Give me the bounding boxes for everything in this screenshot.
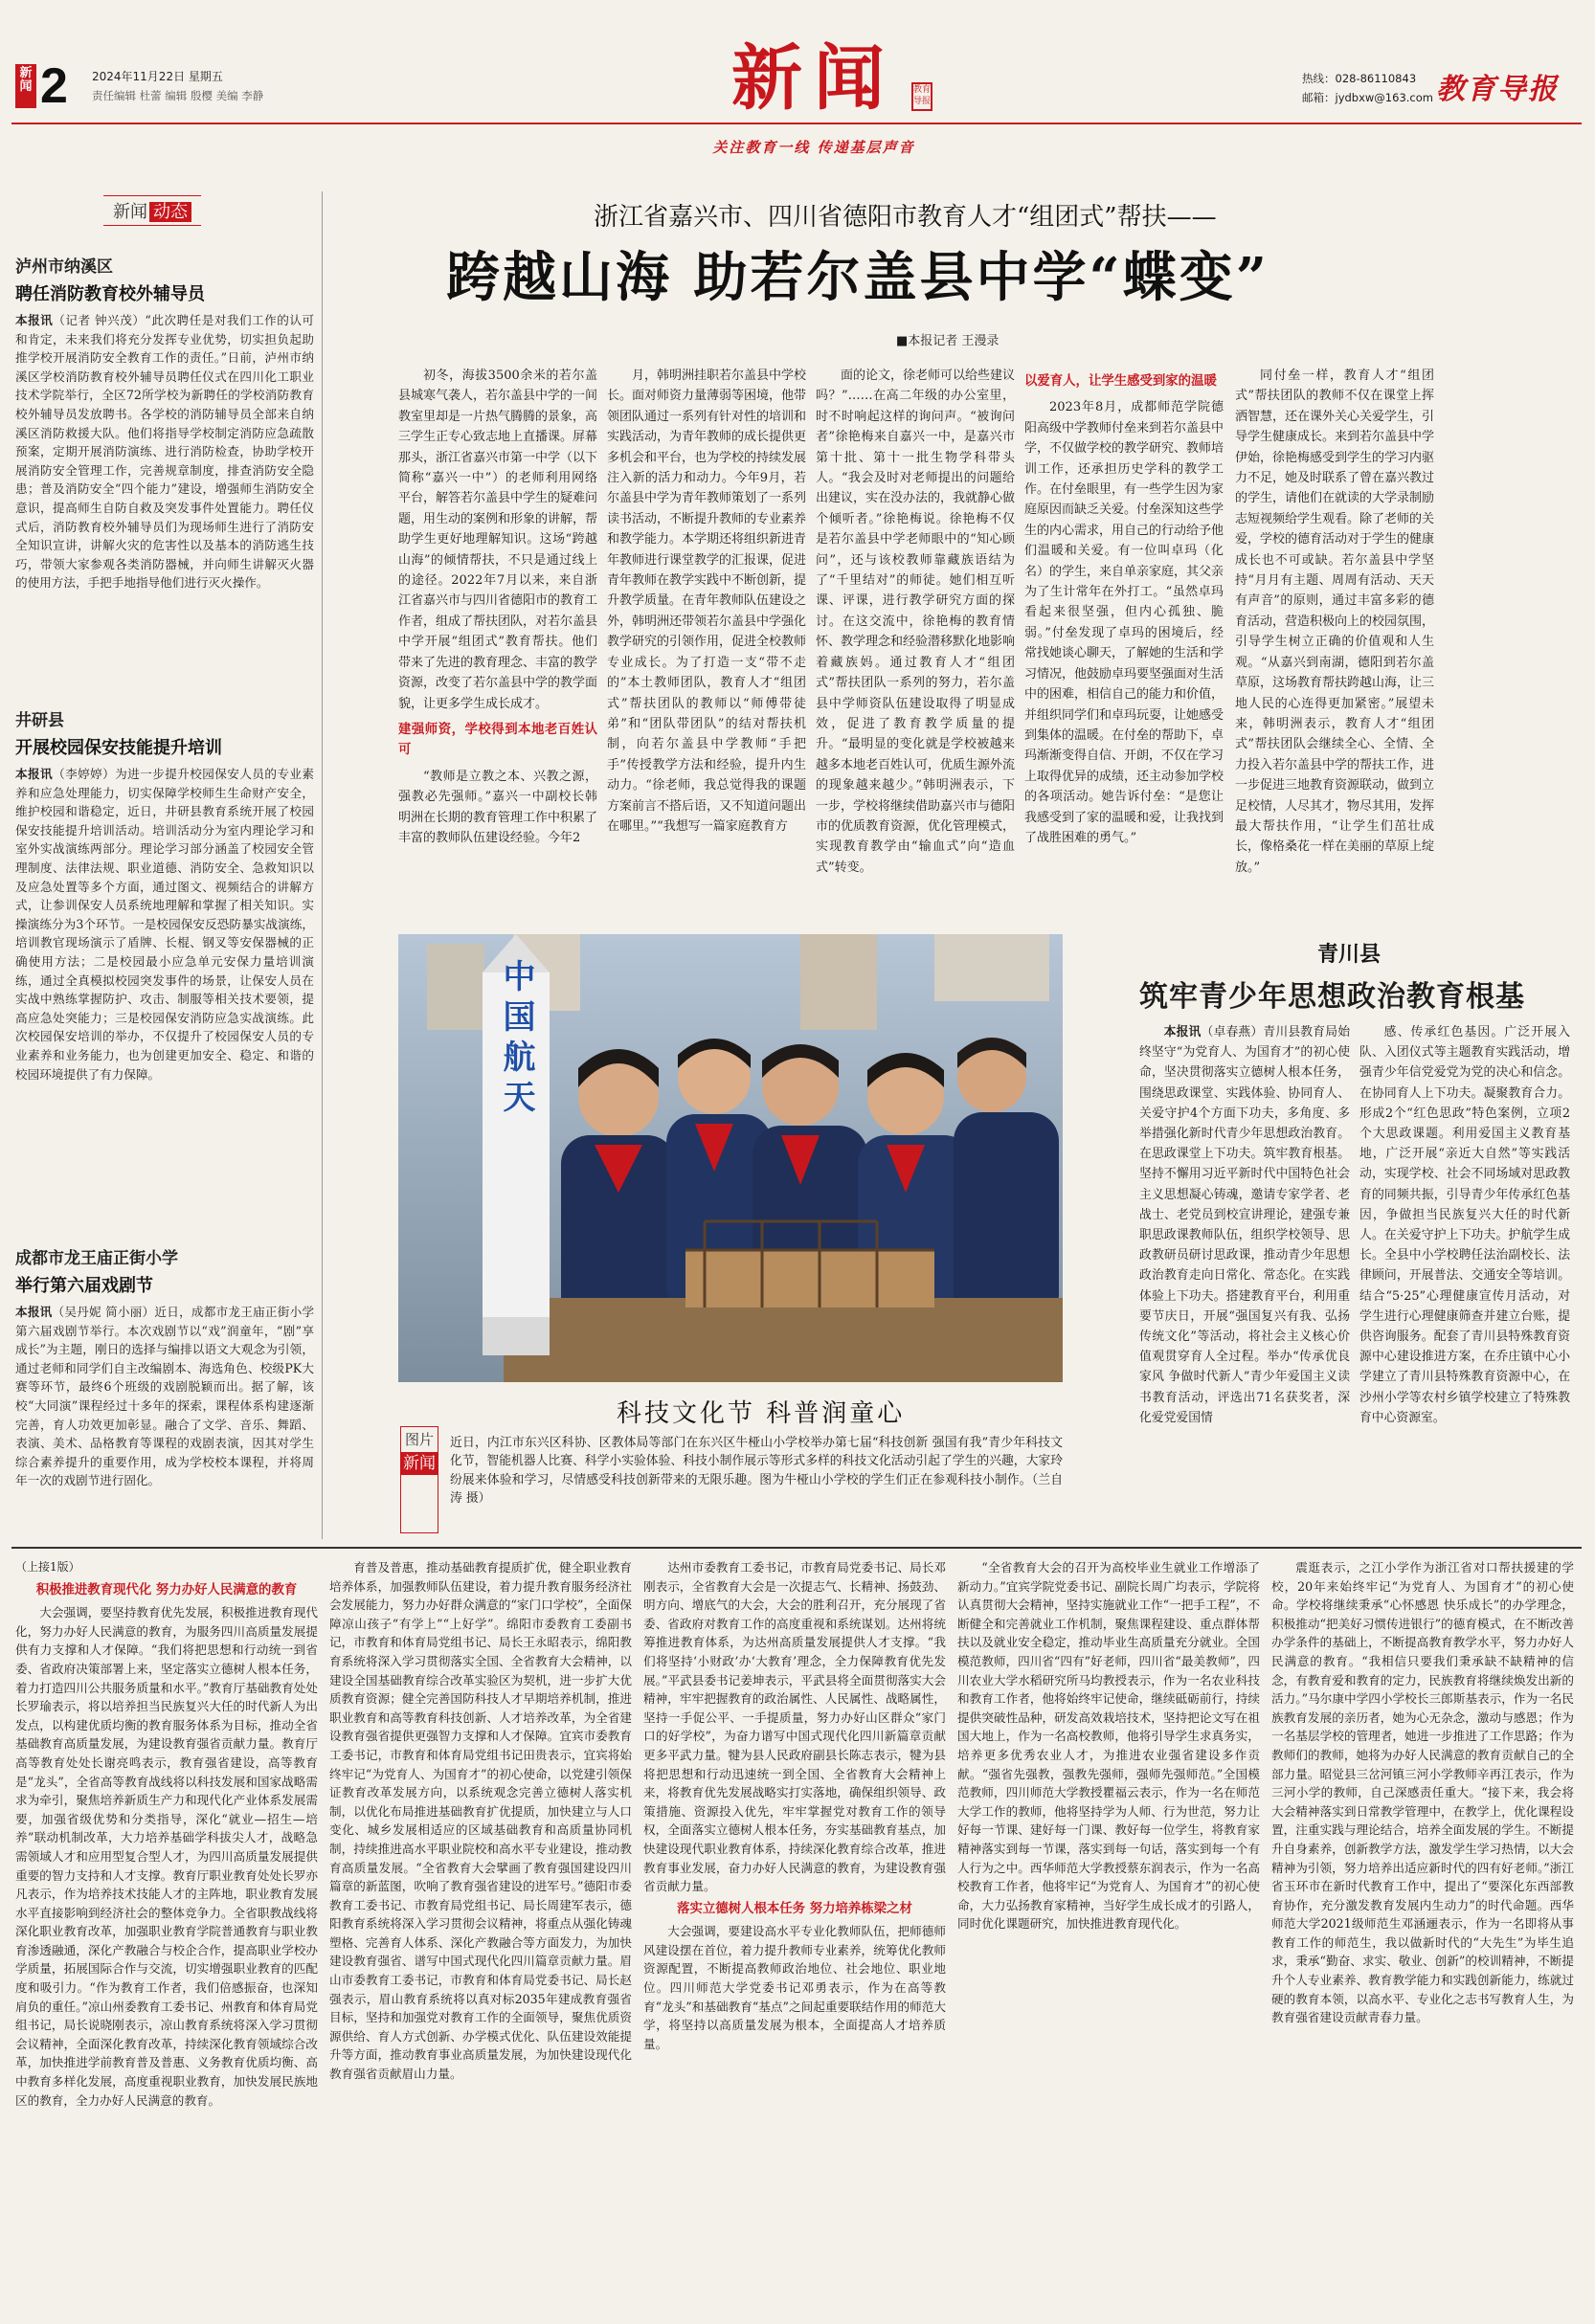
lead-column-1: 初冬，海拔3500余米的若尔盖县城寒气袭人，若尔盖县中学的一间教室里却是一片热气腾腾的景象，高三学生正专心致志地上直播课。屏幕那头，浙江省嘉兴市第一中学（以下简称“嘉兴一中”）的老师利用网络平台，解答若尔盖县中学生的疑难问题，用生动的案例和形象的讲解，帮助学生更好地理解知识。这场“跨越山海”的倾情帮扶，不只是通过线上的途径。2022年7月以来，来自浙江省嘉兴市与四川省德阳市的教育工作者，组成了帮扶团队，对若尔盖县中学开展“组团式”教育帮扶。他们带来了先进的教育理念、丰富的教学资源，改变了若尔盖县中学的教学面貌，让更多学生成长成才。 建强师资，学校得到本地老百姓认可 “教师是立教之本、兴教之源，强教必先强师。”嘉兴一中副校长韩明洲在长期的教育管理工作中积累了丰富的教师队伍建设经验。今年2 bbox=[398, 369, 597, 845]
hotline: 热线：028-86110843 bbox=[1302, 72, 1417, 85]
lead-byline: ■本报记者 王漫录 bbox=[896, 334, 1000, 348]
photo-news-tag: 图片 新闻 bbox=[400, 1426, 438, 1533]
lead-column-4: 以爱育人，让学生感受到家的温暖 2023年8月，成都师范学院德阳高级中学教师付垒来到若尔盖县中学，不仅做学校的教学研究、教师培训工作，还承担历史学科的教学工作。在付垒眼里，有一些学生因为家庭原因而缺乏关爱。付垒深知这些学生的内心需求，用自己的行动给予他们温暖和关爱。有一位叫卓玛（化名）的学生，来自单亲家庭，其父亲为了生计常年在外打工。“虽然卓玛看起来很坚强，但内心孤独、脆弱。”付垒发现了卓玛的困境后，经常找她谈心聊天，了解她的生活和学习情况，他鼓励卓玛要坚强面对生活中的困难，相信自己的能力和价值，并组织同学们和卓玛玩耍，让她感受到集体的温暖。在付垒的帮助下，卓玛渐渐变得自信、开朗，不仅在学习上取得优异的成绩，还主动参加学校的各项活动。她告诉付垒：“是您让我感受到了家的温暖和爱，让我找到了战胜困难的勇气。” bbox=[1024, 373, 1224, 845]
rocket-label: 中国航天 bbox=[497, 959, 535, 1120]
newspaper-brand: 教育导报 bbox=[1436, 73, 1559, 106]
continued-column-3: 达州市委教育工委书记，市教育局党委书记、局长邓刚表示，全省教育大会是一次提志气、长精神、扬鼓劲、明方向、增底气的大会，大会的胜利召开，充分展现了省委、省政府对教育工作的高度重视和系统谋划。达州将统筹推进教育体系，为达州高质量发展提供人才支撑。“我们将坚持‘小财政’办‘大教育’理念，全力保障教育优先发展。”平武县委书记姜坤表示，平武县将全面贯彻落实大会精神，牢牢把握教育的政治属性、人民属性、战略属性，坚持一手促公平、一手提质量，努力办好山区群众“家门口的好学校”，为奋力谱写中国式现代化四川新篇章贡献更多平武力量。犍为县人民政府副县长陈志表示，犍为县将把思想和行动迅速统一到全国、全省教育大会精神上来，将教育优先发展战略实打实落地，确保组织领导、政策措施、资源投入优先，牢牢掌握党对教育工作的领导权，全面落实立德树人根本任务，夯实基础教育基点，加快建设现代职业教育体系，持续深化教育综合改革，推进教育事业发展，奋力办好人民满意的教育，为建设教育强省贡献力量。 落实立德树人根本任务 努力培养栋梁之材 大会强调，要建设高水平专业化教师队伍，把师德师风建设摆在首位，着力提升教师专业素养，统筹优化教师资源配置，不断提高教师政治地位、社会地位、职业地位。四川师范大学党委书记邓勇表示，作为在高等教育“龙头”和基础教育“基点”之间起重要联结作用的师范大学，将坚持以高质量发展为根本，全面提高人才培养质量。 bbox=[643, 1560, 946, 2051]
brief-title: 聘任消防教育校外辅导员 bbox=[15, 284, 205, 304]
continued-column-2: 育普及普惠，推动基础教育提质扩优，健全职业教育培养体系，加强教师队伍建设，着力提升教育服务经济社会发展能力，努力办好群众满意的“家门口学校”，全面保障凉山孩子“有学上”“上好学”。绵阳市委教育工委副书记，市教育和体育局党组书记、局长王永昭表示，绵阳教育系统将深入学习贯彻落实全国、全省教育大会精神，以建设全国基础教育综合改革实验区为契机，进一步扩大优质教育资源；健全完善国防科技人才早期培养机制，推进职业教育和高等教育科技创新、人才培养改革，为全省建设教育强省提供更强智力支撑和人才保障。宜宾市委教育工委书记，市教育和体育局党组书记田贵表示，宜宾将始终牢记“为党育人、为国育才”的初心使命，以党建引领保证教育改革发展方向，以系统观念完善立德树人落实机制，以优化布局推进基础教育扩优提质，加快建立与人口变化、城乡发展相适应的区域基础教育和高质量协同机制，持续推进高水平职业院校和高水平专业建设，推动教育高质量发展。“全省教育大会擘画了教育强国建设四川篇章的新蓝图，吹响了教育强省建设的进军号。”德阳市委教育工委书记、市教育局党组书记、局长周建军表示，德阳教育系统将深入学习贯彻会议精神，将重点从强化铸魂塑格、完善育人体系、深化产教融合等方面发力，为加快建设教育强省、谱写中国式现代化四川篇章贡献力量。眉山市委教育工委书记，市教育和体育局党委书记、局长赵强表示，眉山教育系统将以真对标2035年建成教育强省目标，坚持和加强党对教育工作的全面领导，聚焦优质资源供给、育人方式创新、办学模式优化、队伍建设效能提升等方面，推动教育事业高质量发展，为加快建设现代化教育强省贡献眉山力量。 bbox=[329, 1560, 632, 2082]
section-masthead bbox=[689, 38, 938, 119]
contact-info bbox=[1302, 69, 1433, 107]
page-section-label: 新闻 bbox=[15, 64, 36, 108]
brief-body: 本报讯（记者 钟兴茂）“此次聘任是对我们工作的认可和肯定，未来我们将充分发挥专业优势，切实担负起助推学校开展消防安全教育工作的责任。”日前，泸州市纳溪区学校消防教育校外辅导员聘任仪式在四川化工职业技术学院举行，全区72所学校为新聘任的学校消防教育校外辅导员发放聘书。各学校的消防辅导员全部来自纳溪区消防救援大队。他们将指导学校制定消防应急疏散预案，定期开展消防演练、进行消防检查，协助学校开展消防安全管理工作，完善规章制度，排查消防安全隐患；普及消防安全“四个能力”建设，增强师生消防安全意识，提高师生自防自救及突发事件处置能力。聘任仪式后，消防教育校外辅导员们为现场师生进行了消防安全知识宣讲，讲解火灾的危害性以及基本的消防逃生技巧，带领大家参观各类消防器械，并向师生讲解灭火器的使用方法，手把手地指导他们进行灭火操作。 bbox=[15, 313, 315, 591]
brief-article bbox=[15, 253, 314, 592]
page-header bbox=[0, 0, 1595, 182]
photo-caption-title: 科技文化节 科普润童心 bbox=[617, 1399, 906, 1428]
brief-body: 本报讯（吴丹妮 简小丽）近日，成都市龙王庙正街小学第六届戏剧节举行。本次戏剧节以“戏”润童年，“剧”享成长”为主题，刚日的选择与编排以语文大观念为引领，通过老师和同学们自主改编剧本、海选角色、校级PK大赛等环节，最终6个班级的戏剧脱颖而出。据了解，该校“大同演”课程经过十多年的探索，课程体系构建逐渐完善，育人功效更加彰显。融合了文学、音乐、舞蹈、表演、美术、品格教育等课程的戏剧表演，因其对学生综合素养提升的重要作用，成为学校校本课程，并将周年一次的戏剧节进行固化。 bbox=[15, 1305, 314, 1488]
brief-title: 开展校园保安技能提升培训 bbox=[15, 738, 222, 758]
lead-column-5: 同付垒一样，教育人才“组团式”帮扶团队的教师不仅在课堂上挥洒智慧，还在课外关心关爱学生，引导学生健康成长。来到若尔盖县中学伊始，徐艳梅感受到学生的学习内驱力不足，她及时联系了曾在嘉兴教过的学生，请他们在就读的大学录制励志短视频给学生观看。除了老师的关爱，学校的德育活动对于学生的健康成长也不可或缺。若尔盖县中学坚持“月月有主题、周周有活动、天天有声音”的原则，通过丰富多彩的德育活动，营造积极向上的校园氛围，引导学生树立正确的价值观和人生观。“从嘉兴到南湖，德阳到若尔盖草原，这场教育帮扶跨越山海，让三地人民的心连得更加紧密。”展望未来，韩明洲表示，教育人才“组团式”帮扶团队会继续全心、全情、全力投入若尔盖县中学的帮扶工作，进一步促进三地教育资源联动，做到立足校情，人尽其才，物尽其用，发挥最大帮扶作用，“让学生们茁壮成长，像格桑花一样在美丽的草原上绽放。” bbox=[1235, 369, 1434, 875]
continued-subhead: 积极推进教育现代化 努力办好人民满意的教育 bbox=[35, 1581, 298, 1598]
lead-kicker: 浙江省嘉兴市、四川省德阳市教育人才“组团式”帮扶—— bbox=[594, 203, 1217, 232]
story-title: 筑牢青少年思想政治教育根基 bbox=[1139, 980, 1525, 1014]
masthead-title: 新闻 bbox=[731, 37, 896, 120]
lead-column-3: 面的论文，徐老师可以给些建议吗？”……在高二年级的办公室里，时不时响起这样的询问声。“被询问者”徐艳梅来自嘉兴一中，是嘉兴市第十批、第十一批生物学科带头人。“我会及时对老师提出的问题给出建议，实在没办法的，我就静心做个倾听者。”徐艳梅说。徐艳梅不仅是若尔盖县中学老师眼中的“知心顾问”，还与该校教师靠藏族语结为了“千里结对”的师徒。她们相互听课、评课，进行教学研究方面的探讨。在这交流中，徐艳梅的教育情怀、教学理念和经验潜移默化地影响着藏族妈。通过教育人才“组团式”帮扶团队一系列的努力，若尔盖县中学师资队伍建设取得了明显成效，促进了教育教学质量的提升。“最明显的变化就是学校被越来越多本地老百姓认可，优质生源外流的现象越来越少。”韩明洲表示，下一步，学校将继续借助嘉兴市与德阳市的优质教育资源，优化管理模式，实现教育教学由“输血式”向“造血式”转变。 bbox=[816, 369, 1015, 875]
news-photo bbox=[398, 934, 1063, 1382]
issue-meta bbox=[92, 67, 263, 105]
story-place: 青川县 bbox=[1317, 942, 1382, 967]
column-divider bbox=[322, 191, 323, 1539]
section-divider bbox=[11, 1547, 1582, 1549]
brief-body: 本报讯（李婷婷）为进一步提升校园保安人员的专业素养和应急处理能力，切实保障学校师生生命财产安全，维护校园和谐稳定，近日，井研县教育系统开展了校园保安技能提升培训活动。培训活动分为室内理论学习和室外实战演练两部分。理论学习部分涵盖了校园安全管理制度、法律法规、职业道德、消防安全、急救知识以及应急处置等多个方面，通过图文、视频结合的讲解方式，让参训保安人员系统地理解和掌握了相关知识。实操演练分为3个环节。一是校园保安反恐防暴实战演练，培训教官现场演示了盾牌、长棍、钢叉等安保器械的正确使用方法；二是校园最小应急单元安保力量培训演练，通过全真模拟校园突发事件的场景，让保安人员在实战中熟练掌握防护、攻击、制服等相关技术要领，提高应急处突能力；三是校园保安消防应急实战演练。此次校园保安培训的举办，不仅提升了校园保安人员的专业素养和业务能力，也为创建更加安全、稳定、和谐的校园环境提供了有力保障。 bbox=[15, 767, 315, 1082]
continued-column-1: （上接1版） 积极推进教育现代化 努力办好人民满意的教育 大会强调，要坚持教育优先发展，积极推进教育现代化，努力办好人民满意的教育，为服务四川高质量发展提供有力支撑和人才保障。“我们将把思想和行动统一到省委、省政府决策部署上来，坚定落实立德树人根本任务，着力打造四川公共服务质量和水平。”教育厅基础教育处处长罗瑜表示，将以培养担当民族复兴大任的时代新人为出发点，以构建优质均衡的教育服务体系为目标，推动全省基础教育高质量发展，为建设教育强省贡献力量。教育厅高等教育处处长谢亮鸣表示，教育强省建设，高等教育是“龙头”，全省高等教育战线将以科技发展和国家战略需求为牵引，聚焦培养新质生产力和现代化产业体系发展需要，加强省级优势和分类指导，深化“就业—招生—培养”联动机制改革，大力培养基础学科拔尖人才，战略急需领域人才和应用型复合型人才，为四川高质量发展提供重要的智力支持和人才支撑。教育厅职业教育处处长罗亦凡表示，作为培养技术技能人才的主阵地，职业教育发展水平直接影响到经济社会的整体竞争力。全省职教战线将深化职业教育改革，加强职业教育学院普通教育与职业教育渗透融通，深化产教融合与校企合作，提高职业学校办学质量，拓展国际合作与交流，切实增强职业教育的匹配度和吸引力。“作为教育工作者，我们倍感振奋，也深知肩负的重任。”凉山州委教育工委书记、州教育和体育局党组书记，局长说晓刚表示，凉山教育系统将深入学习贯彻会议精神，全面深化教育改革，持续深化教育领域综合改革，加快推进学前教育普及普惠、义务教育优质均衡、高中教育多样化发展，高度重视职业教育，加快发展民族地区的教育，全力办好人民满意的教育。 bbox=[15, 1560, 318, 2108]
brief-place: 泸州市纳溪区 bbox=[15, 257, 113, 277]
section-tag: 新闻 动态 bbox=[103, 195, 201, 226]
page-number-block bbox=[15, 58, 68, 114]
lead-column-2: 月，韩明洲挂职若尔盖县中学校长。面对师资力量薄弱等困境，他带领团队通过一系列有针对性的培训和实践活动，为青年教师的成长提供更多机会和平台，也为学校的持续发展注入新的活力和动力。今年9月，若尔盖县中学为青年教师策划了一系列读书活动，不断提升教师的专业素养和教学能力。本学期还将组织新进青年教师进行课堂教学的汇报课，促进青年教师在教学实践中不断创新，提升教学质量。在青年教师队伍建设之外，韩明洲还带领若尔盖县中学强化教学研究的引领作用，促进全校教师专业成长。为了打造一支“带不走的”本土教师团队，教育人才“组团式”帮扶团队的教师以“师傅带徒弟”和“团队带团队”的结对帮扶机制，向若尔盖县中学教师“手把手”传授教学方法和经验，提升内生动力。“徐老师，我总觉得我的课题方案前言不搭后语，又不知道问题出在哪里。”“我想写一篇家庭教育方 bbox=[607, 369, 806, 834]
photo-illustration bbox=[398, 934, 1063, 1382]
continued-subhead: 落实立德树人根本任务 努力培养栋梁之材 bbox=[677, 1900, 912, 1916]
photo-caption: 近日，内江市东兴区科协、区教体局等部门在东兴区牛桠山小学校举办第七届“科技创新 强国有我”青少年科技文化节，智能机器人比赛、科学小实验体验、科技小制作展示等形式多样的科技文化活动引起了学生的兴趣，大家玲纷展来体验和学习，尽情感受科技创新带来的无限乐趣。图为牛桠山小学校的学生们正在参观科技小制作。（兰自涛 摄） bbox=[450, 1436, 1063, 1507]
issue-date: 2024年11月22日 星期五 bbox=[92, 70, 223, 83]
story-column-1: 本报讯（卓春燕）青川县教育局始终坚守“为党育人、为国育才”的初心使命，坚决贯彻落实立德树人根本任务，围绕思政课堂、实践体验、协同育人、关爱守护4个方面下功夫，多角度、多举措强化新时代青少年思想政治教育。在思政课堂上下功夫。筑牢教育根基。坚持不懈用习近平新时代中国特色社会主义思想凝心铸魂，邀请专家学者、老战士、老党员到校宣讲理论，建强专兼职思政课教师队伍，组织学校领导、思政教研员研讨思政课，推动青少年思想政治教育走向日常化、常态化。在实践体验上下功夫。搭建教育平台，利用重要节庆日，开展“强国复兴有我、弘扬传统文化”等活动，将社会主义核心价值观贯穿育人全过程。举办“传承优良家风 争做时代新人”青少年爱国主义读书教育活动，评选出71名获奖者，深化爱党爱国情 bbox=[1139, 1025, 1350, 1425]
news-briefs-column bbox=[11, 190, 318, 1539]
story-column-2: 感、传承红色基因。广泛开展入队、入团仪式等主题教育实践活动，增强青少年信党爱党为党的决心和信念。在协同育人上下功夫。凝聚教育合力。形成2个“红色思政”特色案例，立项2个大思政课题。利用爱国主义教育基地，广泛开展“亲近大自然”等实践活动，实现学校、社会不同场域对思政教育的同频共振，引导青少年传承红色基因，争做担当民族复兴大任的时代新人。在关爱守护上下功夫。护航学生成长。全县中小学校聘任法治副校长、法律顾问，开展普法、交通安全等培训。结合“5·25”心理健康宣传月活动，对学生进行心理健康筛查并建立台账，提供咨询服务。配套了青川县特殊教育资源中心建设推进方案，在乔庄镇中心小学建立了青川县特殊教育资源中心，在沙州小学等农村乡镇学校建立了特殊教育中心资源室。 bbox=[1359, 1025, 1570, 1425]
page-number: 2 bbox=[40, 58, 68, 114]
brief-article bbox=[15, 706, 314, 1084]
email: 邮箱：jydbxw@163.com bbox=[1302, 91, 1433, 104]
lead-subhead: 以爱育人，让学生感受到家的温暖 bbox=[1024, 373, 1217, 389]
lead-headline: 跨越山海 助若尔盖县中学“蝶变” bbox=[446, 246, 1269, 309]
brief-place: 井研县 bbox=[15, 711, 64, 730]
continued-from: （上接1版） bbox=[15, 1560, 80, 1574]
continued-column-4: “全省教育大会的召开为高校毕业生就业工作增添了新动力。”宜宾学院党委书记、副院长周广均表示，学院将认真贯彻大会精神，坚持实施就业工作“一把手工程”，不断健全和完善就业工作机制，聚焦课程建设、重点群体帮扶以及就业安全稳定，推动毕业生高质量充分就业。全国模范教师，四川省“四有”好老师，四川省“最美教师”，四川农业大学水稻研究所马均教授表示，作为一名农业科技和教育工作者，他将始终牢记使命，继续砥砺前行，持续提供突破性品种，研发高效栽培技术，坚持把论文写在祖国大地上，作为一名高校教师，他将引导学生求真务实，培养更多优秀农业人才，为推进农业强省建设多作贡献。“强省先强教，强教先强师，强师先强师范。”全国模范教师，四川师范大学教授瞿福云表示，作为一名在师范大学工作的教师，他将坚持学为人师、行为世范，努力让好每一节课、建好每一门课、教好每一位学生，将教育家精神落实到每一节课，落实到每一句话，落实到每一个有人行为之中。西华师范大学教授蔡东润表示，作为一名高校教育工作者，他将牢记“为党育人、为国育才”的初心使命，大力弘扬教育家精神，当好学生成长成才的引路人，同时优化课题研究，加快推进教育现代化。 bbox=[957, 1560, 1260, 1932]
editors-line: 责任编辑 杜蕾 编辑 殷樱 美编 李静 bbox=[92, 89, 264, 102]
header-divider bbox=[11, 123, 1582, 124]
masthead-slogan: 关注教育一线 传递基层声音 bbox=[712, 139, 915, 156]
photo-credit: （兰自涛 摄） bbox=[450, 1472, 1063, 1507]
brief-article bbox=[15, 1244, 314, 1490]
continued-column-5: 震逛表示，之江小学作为浙江省对口帮扶援建的学校，20年来始终牢记“为党育人、为国育才”的初心使命。学校将继续秉承“心怀感恩 快乐成长”的办学理念，积极推动“把美好习惯传进银行”的德育模式，在不断改善办学条件的基础上，不断提高教育教学水平，努力办好人民满意的教育。“我相信只要我们秉承缺不缺精神的信念，有教育爱和教育的定力，民族教育将继续焕发出新的活力。”马尔康中学四小学校长三郎斯基表示，作为一名民族教育发展的亲历者，她为心无杂念，激动与感恩；作为一名基层学校的管理者，她进一步推进了工作思路；作为教师们的教师，她将为办好人民满意的教育贡献自己的全部力量。昭觉县三岔河镇三河小学教师辛再江表示，作为三河小学的教师，自己深感责任重大。“接下来，我会将大会精神落实到日常教学管理中，在教学上，优化课程设置，注重实践与理论结合，培养全面发展的学生。不断提升自身素养，创新教学方法，激发学生学习热情，以大会精神为引领，努力培养出适应新时代的四有好老师。”浙江省玉环市在新时代教育工作中，提出了“要深化东西部教育协作，充分激发教育发展内生动力”的时代命题。西华师范大学2021级师范生邓涵逦表示，作为一名即将从事教育工作的师范生，我以做新时代的“大先生”为毕生追求，秉承“勤奋、求实、敬业、创新”的校训精神，不断提升个人专业素养、教育教学能力和实践创新能力，练就过硬的教育本领，以高水平、专业化之志书写教育人生，为教育强省建设贡献青春力量。 bbox=[1271, 1560, 1574, 2025]
seal-icon: 教育 导报 bbox=[911, 82, 932, 111]
brief-title: 举行第六届戏剧节 bbox=[15, 1276, 153, 1296]
lead-subhead: 建强师资，学校得到本地老百姓认可 bbox=[398, 721, 597, 758]
brief-place: 成都市龙王庙正街小学 bbox=[15, 1249, 178, 1268]
